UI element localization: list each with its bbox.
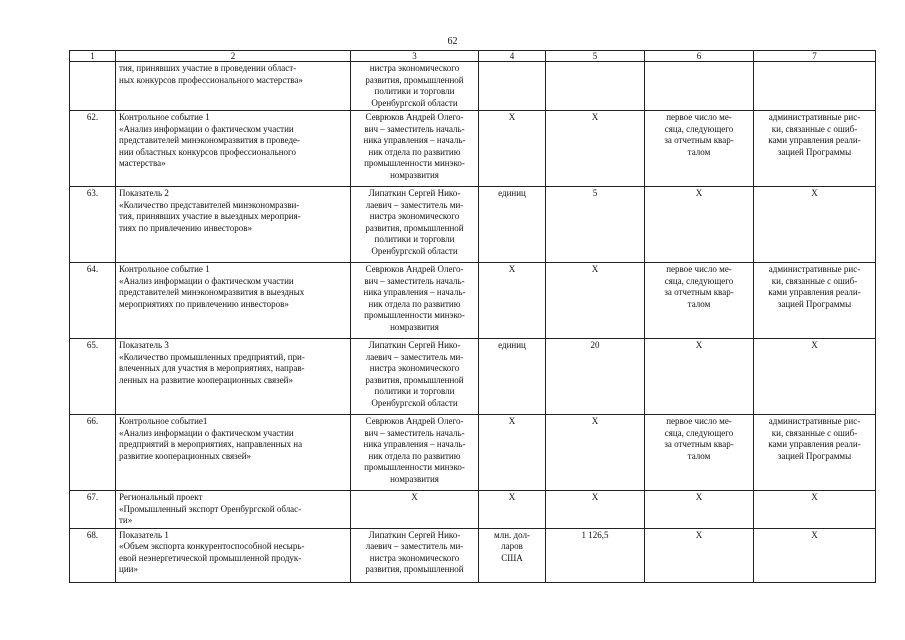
table-body [70,51,876,583]
item-name: тия, принявших участие в проведении област- ных конкурсов профессионального мастерства» [116,62,351,111]
responsible-person: Севрюков Андрей Олего- вич – заместитель началь- ника управления – началь- ник отдела по развитию промышленности минэко- номразвития [351,263,479,339]
item-name: Показатель 2 «Количество представителей минэкономразви- тия, принявших участие в выездных мероприя- тиях по привлечению инвесторов» [116,187,351,263]
target-value: Х [546,491,645,529]
reporting-term: первое число ме- сяца, следующего за отчетным квар- талом [645,263,754,339]
responsible-person: Севрюков Андрей Олего- вич – заместитель началь- ника управления – началь- ник отдела по развитию промышленности минэко- номразвития [351,415,479,491]
unit [479,62,546,111]
row-number: 67. [70,491,116,529]
unit: Х [479,491,546,529]
table-row [70,263,876,339]
item-name: Контрольное событие 1 «Анализ информации о фактическом участии представителей минэкономразвития в выездных мероприятиях по привлечению инвесторов» [116,263,351,339]
table-row [70,62,876,111]
column-number-1: 1 [70,51,116,62]
responsible-person: Липаткин Сергей Нико- лаевич – заместитель ми- нистра экономического развития, промышленной политики и торговли Оренбургской области [351,187,479,263]
page-number: 62 [447,36,458,47]
item-name: Региональный проект «Промышленный экспорт Оренбургской облас- ти» [116,491,351,529]
risks: Х [754,187,876,263]
item-name: Контрольное событие 1 «Анализ информации о фактическом участии представителей минэкономразвития в проведе- нии областных конкурсов профессионального мастерства» [116,111,351,187]
column-number-row [70,51,876,62]
unit: единиц [479,187,546,263]
item-name: Показатель 3 «Количество промышленных предприятий, при- влеченных для участия в мероприятиях, направ- ленных на развитие кооперационных связей» [116,339,351,415]
item-name: Контрольное событие1 «Анализ информации о фактическом участии предприятий в мероприятиях, направленных на развитие кооперационных связей» [116,415,351,491]
responsible-person: Х [351,491,479,529]
column-number-7: 7 [754,51,876,62]
risks: Х [754,528,876,582]
column-number-4: 4 [479,51,546,62]
program-table [69,50,876,583]
risks: административные рис- ки, связанные с ошиб- ками управления реали- зацией Программы [754,111,876,187]
unit: единиц [479,339,546,415]
item-name: Показатель 1 «Объем экспорта конкурентоспособной несырь- евой неэнергетической промышленной продук- ции» [116,528,351,582]
risks: Х [754,339,876,415]
target-value: 1 126,5 [546,528,645,582]
target-value: Х [546,111,645,187]
reporting-term: Х [645,187,754,263]
table-row [70,111,876,187]
unit: Х [479,111,546,187]
target-value: 5 [546,187,645,263]
target-value: 20 [546,339,645,415]
table-row [70,415,876,491]
target-value: Х [546,415,645,491]
unit: Х [479,415,546,491]
column-number-2: 2 [116,51,351,62]
responsible-person: Липаткин Сергей Нико- лаевич – заместитель ми- нистра экономического развития, промышленной [351,528,479,582]
target-value [546,62,645,111]
column-number-3: 3 [351,51,479,62]
column-number-5: 5 [546,51,645,62]
row-number: 63. [70,187,116,263]
row-number: 62. [70,111,116,187]
reporting-term: Х [645,528,754,582]
reporting-term: первое число ме- сяца, следующего за отчетным квар- талом [645,111,754,187]
risks: административные рис- ки, связанные с ошиб- ками управления реали- зацией Программы [754,263,876,339]
reporting-term: Х [645,339,754,415]
row-number: 65. [70,339,116,415]
reporting-term: Х [645,491,754,529]
table-row [70,491,876,529]
row-number: 68. [70,528,116,582]
target-value: Х [546,263,645,339]
unit: Х [479,263,546,339]
risks: административные рис- ки, связанные с ошиб- ками управления реали- зацией Программы [754,415,876,491]
responsible-person: Липаткин Сергей Нико- лаевич – заместитель ми- нистра экономического развития, промышленной политики и торговли Оренбургской области [351,339,479,415]
unit: млн. дол- ларов США [479,528,546,582]
row-number: 64. [70,263,116,339]
responsible-person: нистра экономического развития, промышленной политики и торговли Оренбургской области [351,62,479,111]
row-number: 66. [70,415,116,491]
reporting-term: первое число ме- сяца, следующего за отчетным квар- талом [645,415,754,491]
table-row [70,339,876,415]
responsible-person: Севрюков Андрей Олего- вич – заместитель началь- ника управления – началь- ник отдела по развитию промышленности минэко- номразвития [351,111,479,187]
risks: Х [754,491,876,529]
row-number [70,62,116,111]
table-row [70,528,876,582]
table-row [70,187,876,263]
risks [754,62,876,111]
column-number-6: 6 [645,51,754,62]
reporting-term [645,62,754,111]
